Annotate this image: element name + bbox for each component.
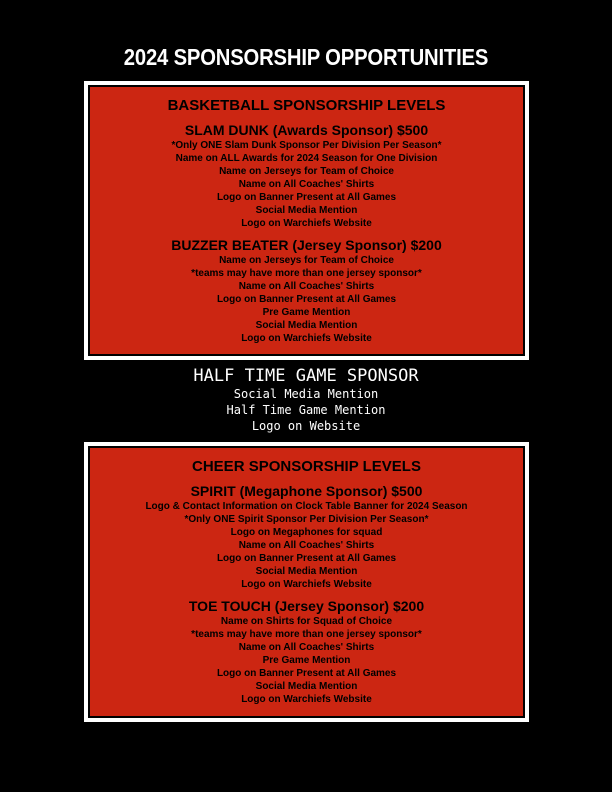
- benefit-line: Name on All Coaches' Shirts: [238, 281, 375, 292]
- benefit-line: Social Media Mention: [255, 566, 358, 577]
- halftime-line: Half Time Game Mention: [226, 403, 386, 417]
- benefit-line: Name on All Coaches' Shirts: [238, 540, 375, 551]
- toe-touch-title: TOE TOUCH (Jersey Sponsor) $200: [188, 598, 425, 614]
- halftime-section: [0, 366, 612, 434]
- buzzer-beater-title: BUZZER BEATER (Jersey Sponsor) $200: [171, 237, 442, 253]
- benefit-line: Logo on Banner Present at All Games: [216, 192, 397, 203]
- benefit-line: Logo on Megaphones for squad: [230, 527, 383, 538]
- cheer-panel: [84, 442, 529, 722]
- basketball-heading: BASKETBALL SPONSORSHIP LEVELS: [167, 97, 446, 114]
- benefit-line: Logo on Warchiefs Website: [241, 694, 372, 705]
- benefit-line: Logo on Warchiefs Website: [241, 579, 372, 590]
- halftime-line: Social Media Mention: [233, 387, 379, 401]
- benefit-line: Logo on Banner Present at All Games: [216, 553, 397, 564]
- halftime-line: Logo on Website: [251, 419, 361, 433]
- benefit-line: Logo on Warchiefs Website: [241, 218, 372, 229]
- spirit-title: SPIRIT (Megaphone Sponsor) $500: [190, 483, 423, 499]
- basketball-panel-body: [90, 87, 523, 354]
- benefit-line: Logo & Contact Information on Clock Table Banner for 2024 Season: [145, 501, 468, 512]
- benefit-line: Name on Jerseys for Team of Choice: [219, 255, 394, 266]
- slam-dunk-benefits: [90, 139, 523, 230]
- benefit-line: *Only ONE Spirit Sponsor Per Division Per Season*: [184, 514, 429, 525]
- basketball-panel: [84, 81, 529, 360]
- benefit-line: Name on All Coaches' Shirts: [238, 179, 375, 190]
- benefit-line: Logo on Banner Present at All Games: [216, 294, 397, 305]
- cheer-heading: CHEER SPONSORSHIP LEVELS: [192, 458, 421, 475]
- benefit-line: *teams may have more than one jersey sponsor*: [191, 629, 422, 640]
- slam-dunk-title: SLAM DUNK (Awards Sponsor) $500: [184, 122, 429, 138]
- page-title: 2024 SPONSORSHIP OPPORTUNITIES: [123, 44, 489, 70]
- benefit-line: Logo on Warchiefs Website: [241, 333, 372, 344]
- benefit-line: Name on ALL Awards for 2024 Season for One Division: [175, 153, 438, 164]
- benefit-line: Name on Jerseys for Team of Choice: [219, 166, 394, 177]
- benefit-line: Social Media Mention: [255, 205, 358, 216]
- toe-touch-benefits: [90, 615, 523, 706]
- benefit-line: *Only ONE Slam Dunk Sponsor Per Division Per Season*: [171, 140, 442, 151]
- cheer-panel-body: [90, 448, 523, 716]
- benefit-line: Name on All Coaches' Shirts: [238, 642, 375, 653]
- benefit-line: *teams may have more than one jersey sponsor*: [191, 268, 422, 279]
- benefit-line: Social Media Mention: [255, 681, 358, 692]
- buzzer-beater-benefits: [90, 254, 523, 345]
- benefit-line: Pre Game Mention: [262, 307, 351, 318]
- benefit-line: Pre Game Mention: [262, 655, 351, 666]
- benefit-line: Social Media Mention: [255, 320, 358, 331]
- benefit-line: Logo on Banner Present at All Games: [216, 668, 397, 679]
- halftime-title: HALF TIME GAME SPONSOR: [193, 366, 419, 386]
- spirit-benefits: [90, 500, 523, 591]
- benefit-line: Name on Shirts for Squad of Choice: [220, 616, 393, 627]
